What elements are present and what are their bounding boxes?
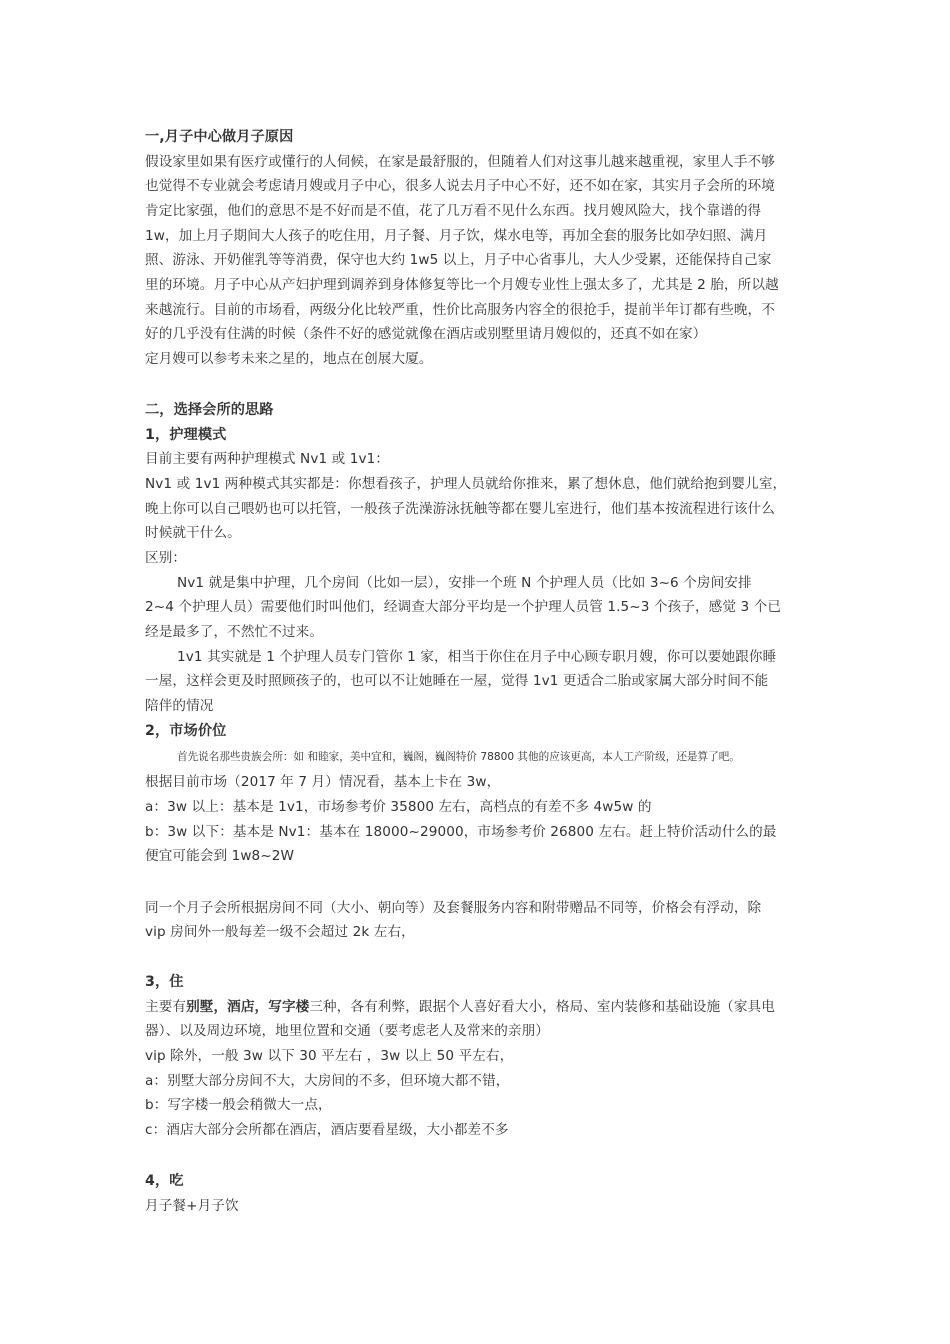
section-2-title: 二，选择会所的思路 — [145, 402, 274, 418]
price-line: 便宜可能会到 1w8~2W — [145, 848, 295, 864]
live-intro — [145, 995, 775, 1019]
one-v-one-line: 陪伴的情况 — [145, 698, 214, 714]
one-v-one-line: 1v1 其实就是 1 个护理人员专门管你 1 家，相当于你住在月子中心顾专职月嫂，你可以要她跟你睡 — [177, 649, 777, 665]
care-mode-title: 1，护理模式 — [145, 427, 227, 443]
section-1-line: 照、游泳、开奶催乳等等消费，保守也大约 1w5 以上，月子中心省事儿，大人少受累，还能保持自己家 — [145, 252, 772, 268]
live-line: b：写字楼一般会稍微大一点， — [145, 1097, 332, 1113]
price-line: b：3w 以下：基本是 Nv1：基本在 18000~29000，市场参考价 26800 左右。赶上特价活动什么的最 — [145, 824, 777, 840]
section-1-title: 一,月子中心做月子原因 — [145, 129, 294, 145]
nv1-line: 2~4 个护理人员）需要他们时叫他们，经调查大部分平均是一个护理人员管 1.5~3 个孩子，感觉 3 个已 — [145, 599, 782, 615]
one-v-one-line: 一屋，这样会更及时照顾孩子的，也可以不让她睡在一屋，觉得 1v1 更适合二胎或家属大部分时间不能 — [145, 673, 769, 689]
nv1-line: Nv1 就是集中护理，几个房间（比如一层），安排一个班 N 个护理人员（比如 3~6 个房间安排 — [177, 575, 752, 591]
price-line: 根据目前市场（2017 年 7 月）情况看，基本上卡在 3w， — [145, 774, 501, 790]
care-mode-line: 时候就干什么。 — [145, 525, 241, 541]
section-1-line: 里的环境。月子中心从产妇护理到调养到身体修复等比一个月嫂专业性上强太多了，尤其是 2 胎，所以越 — [145, 277, 779, 293]
nv1-line: 经是最多了，不然忙不过来。 — [145, 624, 324, 640]
live-line: c：酒店大部分会所都在酒店，酒店要看星级，大小都差不多 — [145, 1122, 509, 1138]
section-1-line: 肯定比家强，他们的意思不是不好而是不值，花了几万看不见什么东西。找月嫂风险大，找个靠谱的得 — [145, 203, 762, 219]
price-title: 2，市场价位 — [145, 723, 227, 739]
section-1-line: 也觉得不专业就会考虑请月嫂或月子中心，很多人说去月子中心不好，还不如在家，其实月子会所的环境 — [145, 178, 775, 194]
care-mode-line: Nv1 或 1v1 两种模式其实都是：你想看孩子，护理人员就给你推来，累了想休息，他们就给抱到婴儿室， — [145, 476, 787, 492]
section-1-line: 定月嫂可以参考未来之星的，地点在创展大厦。 — [145, 351, 433, 367]
section-1-line: 好的几乎没有住满的时候（条件不好的感觉就像在酒店或别墅里请月嫂似的，还真不如在家） — [145, 326, 707, 342]
section-1-line: 1w，加上月子期间大人孩子的吃住用，月子餐、月子饮，煤水电等，再加全套的服务比如孕妇照、满月 — [145, 228, 768, 244]
live-intro-post: 三种，各有利弊，跟据个人喜好看大小，格局、室内装修和基础设施（家具电 — [309, 999, 775, 1015]
live-line: a：别墅大部分房间不大，大房间的不多，但环境大都不错， — [145, 1073, 510, 1089]
care-mode-line: 晚上你可以自己喂奶也可以托管，一般孩子洗澡游泳抚触等都在婴儿室进行，他们基本按流程进行该什么 — [145, 501, 775, 517]
eat-line: 月子餐+月子饮 — [145, 1198, 239, 1214]
section-1-line: 假设家里如果有医疗或懂行的人伺候，在家是最舒服的，但随着人们对这事儿越来越重视，家里人手不够 — [145, 154, 775, 170]
price-float-line: vip 房间外一般每差一级不会超过 2k 左右， — [145, 924, 415, 940]
live-line: vip 除外，一般 3w 以下 30 平左右 ，3w 以上 50 平左右， — [145, 1048, 514, 1064]
live-intro-pre: 主要有 — [145, 999, 187, 1015]
price-float-line: 同一个月子会所根据房间不同（大小、朝向等）及套餐服务内容和附带赠品不同等，价格会有浮动，除 — [145, 900, 762, 916]
live-intro-bold: 别墅，酒店，写字楼 — [186, 999, 310, 1015]
price-note: 首先说名那些贵族会所：如 和睦家，美中宜和，巍阁，巍阁特价 78800 其他的应该更高，本人工产阶级，还是算了吧。 — [177, 751, 740, 763]
live-intro-cont: 器）、以及周边环境，地里位置和交通（要考虑老人及常来的亲朋） — [145, 1023, 550, 1039]
eat-title: 4，吃 — [145, 1173, 184, 1189]
care-mode-line: 目前主要有两种护理模式 Nv1 或 1v1： — [145, 451, 390, 467]
care-mode-line: 区别： — [145, 550, 187, 566]
live-title: 3，住 — [145, 974, 184, 990]
price-line: a：3w 以上：基本是 1v1，市场参考价 35800 左右，高档点的有差不多 4w5w 的 — [145, 799, 652, 815]
section-1-line: 来越流行。目前的市场看，两级分化比较严重，性价比高服务内容全的很抢手，提前半年订都有些晚，不 — [145, 302, 775, 318]
